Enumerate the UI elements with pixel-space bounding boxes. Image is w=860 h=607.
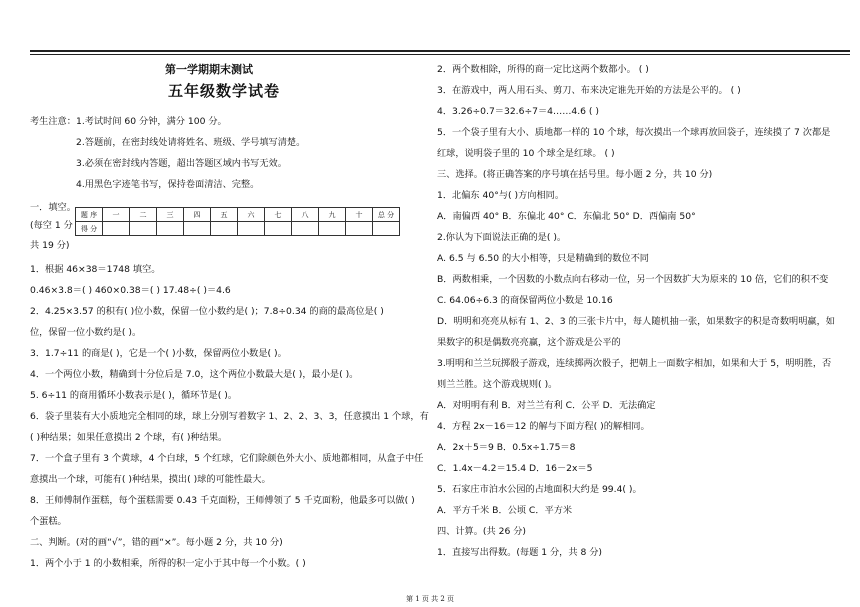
- question-line: 意摸出一个球，可能有( )种结果，摸出( )球的可能性最大。: [30, 474, 271, 485]
- score-cell: 总 分: [373, 208, 400, 222]
- option-line: 果数字的积是偶数亮亮赢，这个游戏是公平的: [437, 337, 621, 348]
- score-input-cell[interactable]: [265, 222, 292, 236]
- question-line: 5．石家庄市泊水公园的占地面积大约是 99.4( )。: [437, 484, 642, 495]
- question-line: 7．一个盒子里有 3 个黄球，4 个白球，5 个红球，它们除颜色外大小、质地都相同，从盒子中任: [30, 453, 424, 464]
- score-input-cell[interactable]: [157, 222, 184, 236]
- score-cell: 十: [346, 208, 373, 222]
- score-input-cell[interactable]: [373, 222, 400, 236]
- score-input-cell[interactable]: [184, 222, 211, 236]
- score-table-score-row: [76, 222, 400, 236]
- question-line: 2.你认为下面说法正确的是( )。: [437, 232, 567, 243]
- question-line: 2．4.25×3.57 的积有( )位小数，保留一位小数约是( )；7.8÷0.34 的商的最高位是( ): [30, 306, 384, 317]
- page-footer: 第 1 页 共 2 页: [405, 595, 455, 603]
- question-line: 5．一个袋子里有大小、质地都一样的 10 个球，每次摸出一个球再放回袋子，连续摸了 7 次都是: [437, 127, 831, 138]
- question-line: 位，保留一位小数约是( )。: [30, 327, 142, 338]
- question-line: 4．3.26÷0.7＝32.6÷7＝4……4.6 ( ): [437, 106, 600, 117]
- score-cell: 二: [130, 208, 157, 222]
- question-line: 5. 6÷11 的商用循环小数表示是( )，循环节是( )。: [30, 390, 238, 401]
- score-input-cell[interactable]: [319, 222, 346, 236]
- option-line: D．明明和亮亮从标有 1、2、3 的三张卡片中，每人随机抽一张，如果数字的积是奇数明明赢，如: [437, 316, 835, 327]
- section-heading: 二、判断。(对的画“√”，错的画“×”。每小题 2 分，共 10 分): [30, 537, 283, 548]
- question-line: 3．在游戏中，两人用石头、剪刀、布来决定谁先开始的方法是公平的。 ( ): [437, 85, 741, 96]
- score-cell: 一: [103, 208, 130, 222]
- notice-item: 3.必须在密封线内答题，超出答题区域内书写无效。: [76, 158, 287, 169]
- score-input-cell[interactable]: [211, 222, 238, 236]
- question-line: 0.46×3.8＝( ) 460×0.38＝( ) 17.48÷( )＝4.6: [30, 285, 231, 296]
- question-line: 个蛋糕。: [30, 516, 67, 527]
- section-fill-label: 共 19 分): [30, 240, 70, 251]
- question-line: 红球，说明袋子里的 10 个球全是红球。 ( ): [437, 148, 615, 159]
- option-line: A．南偏西 40° B．东偏北 40° C．东偏北 50° D．西偏南 50°: [437, 211, 696, 222]
- option-line: C. 64.06÷6.3 的商保留两位小数是 10.16: [437, 295, 613, 306]
- score-table-header-row: [76, 208, 400, 222]
- notice-item: 2.答题前，在密封线处请将姓名、班级、学号填写清楚。: [76, 137, 306, 148]
- option-line: A. 6.5 与 6.50 的大小相等，只是精确到的数位不同: [437, 253, 649, 264]
- question-line: 则兰兰胜。这个游戏规则( )。: [437, 379, 558, 390]
- notice-label: 考生注意：: [30, 116, 76, 127]
- score-cell: 得 分: [76, 222, 103, 236]
- notice-item: 4.用黑色字迹笔书写，保持卷面清洁、完整。: [76, 179, 260, 190]
- score-cell: 九: [319, 208, 346, 222]
- notice-item: 1.考试时间 60 分钟，满分 100 分。: [76, 116, 227, 127]
- question-line: ( )种结果；如果任意摸出 2 个球，有( )种结果。: [30, 432, 228, 443]
- section-fill-label: 一．填空。: [30, 202, 76, 213]
- section-fill-label: (每空 1 分: [30, 220, 73, 231]
- option-line: A．2x＋5＝9 B．0.5x÷1.75＝8: [437, 442, 576, 453]
- option-line: B．两数相乘，一个因数的小数点向右移动一位，另一个因数扩大为原来的 10 倍，它们的积不变: [437, 274, 829, 285]
- exam-title: 五年级数学试卷: [168, 82, 281, 100]
- question-line: 1．两个小于 1 的小数相乘，所得的积一定小于其中每一个小数。( ): [30, 558, 306, 569]
- question-line: 3．1.7÷11 的商是( )，它是一个( )小数，保留两位小数是( )。: [30, 348, 287, 359]
- question-line: 6．袋子里装有大小质地完全相同的球，球上分别写着数字 1、2、2、3、3，任意摸出 1 个球，有: [30, 411, 429, 422]
- exam-subtitle: 第一学期期末测试: [165, 63, 253, 76]
- header-rule-thin: [30, 54, 850, 55]
- section-heading: 三、选择。(将正确答案的序号填在括号里。每小题 2 分，共 10 分): [437, 169, 713, 180]
- score-cell: 题 序: [76, 208, 103, 222]
- score-cell: 五: [211, 208, 238, 222]
- header-rule: [30, 50, 850, 52]
- score-input-cell[interactable]: [130, 222, 157, 236]
- score-cell: 六: [238, 208, 265, 222]
- score-input-cell[interactable]: [292, 222, 319, 236]
- question-line: 2．两个数相除，所得的商一定比这两个数都小。 ( ): [437, 64, 649, 75]
- option-line: A．对明明有利 B．对兰兰有利 C．公平 D．无法确定: [437, 400, 656, 411]
- score-cell: 四: [184, 208, 211, 222]
- score-input-cell[interactable]: [238, 222, 265, 236]
- question-line: 4．一个两位小数，精确到十分位后是 7.0，这个两位小数最大是( )，最小是( )。: [30, 369, 359, 380]
- option-line: A．平方千米 B．公顷 C．平方米: [437, 505, 573, 516]
- score-cell: 三: [157, 208, 184, 222]
- score-input-cell[interactable]: [103, 222, 130, 236]
- score-input-cell[interactable]: [346, 222, 373, 236]
- section-heading: 四、计算。(共 26 分): [437, 526, 527, 537]
- question-line: 3.明明和兰兰玩掷骰子游戏，连续掷两次骰子，把朝上一面数字相加，如果和大于 5，明明胜，否: [437, 358, 832, 369]
- score-table: [75, 207, 400, 236]
- question-line: 1．北偏东 40°与( )方向相同。: [437, 190, 565, 201]
- question-line: 1．直接写出得数。(每题 1 分，共 8 分): [437, 547, 603, 558]
- question-line: 1．根据 46×38＝1748 填空。: [30, 264, 161, 275]
- question-line: 8．王师傅制作蛋糕，每个蛋糕需要 0.43 千克面粉，王师傅领了 5 千克面粉，他最多可以做( ): [30, 495, 415, 506]
- score-cell: 八: [292, 208, 319, 222]
- question-line: 4．方程 2x－16＝12 的解与下面方程( )的解相同。: [437, 421, 650, 432]
- option-line: C．1.4x－4.2＝15.4 D．16－2x＝5: [437, 463, 593, 474]
- score-cell: 七: [265, 208, 292, 222]
